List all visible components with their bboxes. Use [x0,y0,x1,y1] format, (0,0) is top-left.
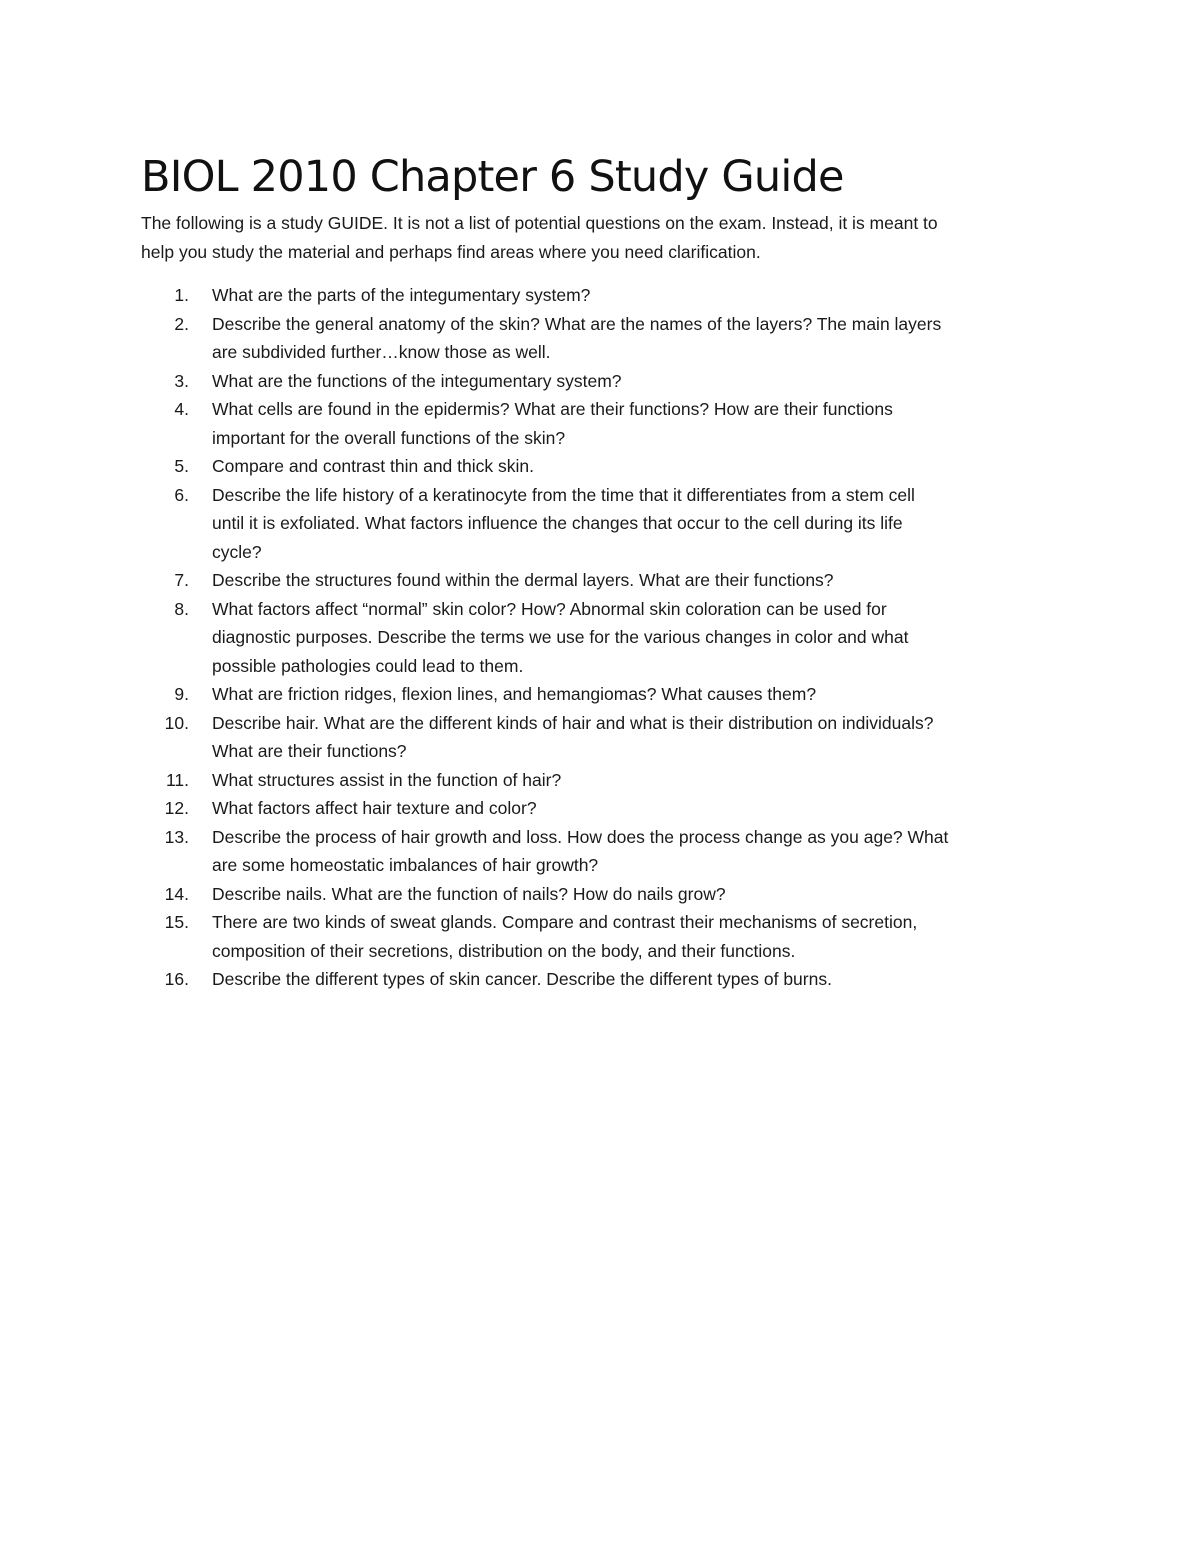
question-text: What factors affect hair texture and color? [212,798,537,818]
question-number: 10. [164,712,189,733]
question-number: 16. [164,969,189,989]
question-item [141,367,1081,396]
question-text: What structures assist in the function of hair? [212,769,562,790]
question-item [141,680,1081,709]
question-number: 13. [164,826,189,847]
question-text: Describe nails. What are the function of nails? How do nails grow? [212,883,726,904]
question-text: What are their functions? [212,741,407,761]
question-item [141,452,1081,481]
question-item [141,823,1081,880]
intro-line: help you study the material and perhaps find areas where you need clarification. [141,241,761,262]
question-text: Describe the different types of skin cancer. Describe the different types of burns. [212,969,832,989]
question-number: 2. [174,313,189,334]
question-item [141,965,1081,994]
question-text: diagnostic purposes. Describe the terms we use for the various changes in color and what [212,627,909,647]
question-item [141,281,1081,310]
question-text: until it is exfoliated. What factors influence the changes that occur to the cell during its life [212,513,903,533]
question-number: 1. [174,285,189,305]
question-item [141,595,1081,681]
question-text: What are friction ridges, flexion lines, and hemangiomas? What causes them? [212,684,817,704]
question-item [141,908,1081,965]
question-item [141,566,1081,595]
question-text: important for the overall functions of the skin? [212,427,566,448]
question-item [141,880,1081,909]
question-text: Describe the process of hair growth and loss. How does the process change as you age? What [212,826,949,847]
question-number: 8. [174,598,189,619]
question-text: are subdivided further…know those as well. [212,342,551,362]
question-number: 12. [164,798,189,818]
question-text: are some homeostatic imbalances of hair growth? [212,855,599,875]
question-item [141,766,1081,795]
question-text: Describe the general anatomy of the skin? What are the names of the layers? The main layers [212,313,942,334]
question-number: 4. [174,399,189,419]
question-number: 5. [174,456,189,476]
question-item [141,481,1081,567]
intro-paragraph [141,209,1081,266]
question-text: There are two kinds of sweat glands. Compare and contrast their mechanisms of secretion, [212,912,918,932]
question-text: possible pathologies could lead to them. [212,655,524,676]
question-text: What are the parts of the integumentary system? [212,285,591,305]
question-item [141,794,1081,823]
question-number: 15. [164,912,189,932]
question-number: 14. [164,883,189,904]
question-text: Describe the structures found within the dermal layers. What are their functions? [212,570,834,590]
question-text: cycle? [212,541,262,562]
question-number: 9. [174,684,189,704]
question-number: 3. [174,370,189,391]
question-text: What factors affect “normal” skin color? How? Abnormal skin coloration can be used for [212,598,887,619]
question-text: Describe the life history of a keratinocyte from the time that it differentiates from a stem cell [212,484,915,505]
question-text: What cells are found in the epidermis? What are their functions? How are their functions [212,399,893,419]
question-item [141,395,1081,452]
intro-line: The following is a study GUIDE. It is not a list of potential questions on the exam. Instead, it is meant to [141,213,938,233]
question-item [141,310,1081,367]
question-text: composition of their secretions, distribution on the body, and their functions. [212,940,796,961]
question-number: 6. [174,484,189,505]
question-text: What are the functions of the integumentary system? [212,370,622,391]
question-text: Compare and contrast thin and thick skin. [212,456,534,476]
page-title: BIOL 2010 Chapter 6 Study Guide [141,152,844,202]
question-number: 7. [174,570,189,590]
question-text: Describe hair. What are the different kinds of hair and what is their distribution on individuals? [212,712,934,733]
question-item [141,709,1081,766]
question-list [141,281,1081,994]
question-number: 11. [165,769,189,790]
